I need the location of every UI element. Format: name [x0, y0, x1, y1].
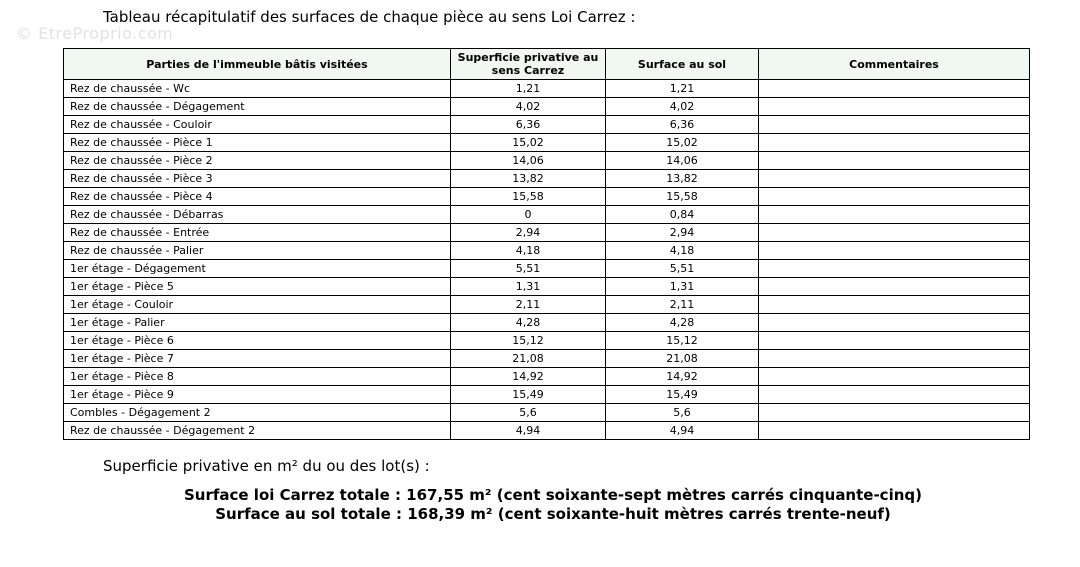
- cell-part: Rez de chaussée - Dégagement 2: [64, 422, 451, 440]
- cell-comment: [759, 98, 1030, 116]
- cell-part: Rez de chaussée - Pièce 3: [64, 170, 451, 188]
- cell-part: 1er étage - Palier: [64, 314, 451, 332]
- table-header-row: [64, 49, 1030, 80]
- cell-part: Rez de chaussée - Débarras: [64, 206, 451, 224]
- cell-comment: [759, 332, 1030, 350]
- cell-sol: 5,6: [606, 404, 759, 422]
- cell-sol: 2,11: [606, 296, 759, 314]
- lot-subtitle: Superficie privative en m² du ou des lot(s) :: [103, 457, 430, 475]
- cell-carrez: 5,6: [451, 404, 606, 422]
- table-row: [64, 134, 1030, 152]
- cell-carrez: 14,92: [451, 368, 606, 386]
- cell-carrez: 6,36: [451, 116, 606, 134]
- cell-comment: [759, 242, 1030, 260]
- cell-sol: 15,12: [606, 332, 759, 350]
- cell-sol: 4,28: [606, 314, 759, 332]
- table-row: [64, 224, 1030, 242]
- cell-part: Combles - Dégagement 2: [64, 404, 451, 422]
- table-row: [64, 404, 1030, 422]
- total-sol: Surface au sol totale : 168,39 m² (cent soixante-huit mètres carrés trente-neuf): [215, 505, 891, 523]
- header-carrez: Superficie privative au sens Carrez: [451, 49, 606, 80]
- total-carrez: Surface loi Carrez totale : 167,55 m² (cent soixante-sept mètres carrés cinquante-cinq): [183, 486, 922, 504]
- watermark: © EtreProprio.com: [16, 24, 174, 43]
- cell-part: Rez de chaussée - Pièce 4: [64, 188, 451, 206]
- cell-carrez: 4,18: [451, 242, 606, 260]
- table-row: [64, 296, 1030, 314]
- cell-carrez: 4,94: [451, 422, 606, 440]
- header-comments: Commentaires: [759, 49, 1030, 80]
- header-sol: Surface au sol: [606, 49, 759, 80]
- cell-comment: [759, 296, 1030, 314]
- cell-part: 1er étage - Couloir: [64, 296, 451, 314]
- cell-part: 1er étage - Pièce 6: [64, 332, 451, 350]
- cell-comment: [759, 260, 1030, 278]
- cell-comment: [759, 350, 1030, 368]
- cell-comment: [759, 422, 1030, 440]
- cell-comment: [759, 170, 1030, 188]
- cell-sol: 5,51: [606, 260, 759, 278]
- cell-comment: [759, 404, 1030, 422]
- cell-sol: 21,08: [606, 350, 759, 368]
- cell-sol: 2,94: [606, 224, 759, 242]
- cell-part: 1er étage - Pièce 5: [64, 278, 451, 296]
- cell-carrez: 15,02: [451, 134, 606, 152]
- cell-part: Rez de chaussée - Couloir: [64, 116, 451, 134]
- cell-carrez: 1,31: [451, 278, 606, 296]
- table-row: [64, 152, 1030, 170]
- cell-carrez: 5,51: [451, 260, 606, 278]
- cell-sol: 14,06: [606, 152, 759, 170]
- table-row: [64, 260, 1030, 278]
- table-row: [64, 314, 1030, 332]
- cell-comment: [759, 386, 1030, 404]
- table-row: [64, 368, 1030, 386]
- table-row: [64, 116, 1030, 134]
- cell-carrez: 13,82: [451, 170, 606, 188]
- cell-carrez: 0: [451, 206, 606, 224]
- cell-sol: 4,18: [606, 242, 759, 260]
- cell-part: Rez de chaussée - Palier: [64, 242, 451, 260]
- cell-part: Rez de chaussée - Wc: [64, 80, 451, 98]
- table-row: [64, 242, 1030, 260]
- cell-part: Rez de chaussée - Dégagement: [64, 98, 451, 116]
- cell-part: 1er étage - Pièce 7: [64, 350, 451, 368]
- cell-sol: 6,36: [606, 116, 759, 134]
- cell-carrez: 2,94: [451, 224, 606, 242]
- cell-carrez: 21,08: [451, 350, 606, 368]
- cell-comment: [759, 80, 1030, 98]
- cell-sol: 1,21: [606, 80, 759, 98]
- cell-sol: 4,02: [606, 98, 759, 116]
- cell-sol: 1,31: [606, 278, 759, 296]
- cell-part: 1er étage - Dégagement: [64, 260, 451, 278]
- cell-carrez: 2,11: [451, 296, 606, 314]
- cell-part: 1er étage - Pièce 9: [64, 386, 451, 404]
- cell-sol: 14,92: [606, 368, 759, 386]
- cell-part: 1er étage - Pièce 8: [64, 368, 451, 386]
- cell-comment: [759, 134, 1030, 152]
- table-row: [64, 80, 1030, 98]
- page-title: Tableau récapitulatif des surfaces de chaque pièce au sens Loi Carrez :: [103, 8, 636, 26]
- cell-comment: [759, 314, 1030, 332]
- cell-part: Rez de chaussée - Pièce 1: [64, 134, 451, 152]
- cell-carrez: 15,49: [451, 386, 606, 404]
- cell-comment: [759, 368, 1030, 386]
- surfaces-table: [63, 48, 1030, 440]
- table-row: [64, 422, 1030, 440]
- table-row: [64, 98, 1030, 116]
- cell-comment: [759, 152, 1030, 170]
- table-row: [64, 170, 1030, 188]
- cell-sol: 4,94: [606, 422, 759, 440]
- cell-part: Rez de chaussée - Pièce 2: [64, 152, 451, 170]
- table-row: [64, 386, 1030, 404]
- cell-comment: [759, 188, 1030, 206]
- cell-sol: 0,84: [606, 206, 759, 224]
- cell-carrez: 14,06: [451, 152, 606, 170]
- cell-carrez: 4,28: [451, 314, 606, 332]
- totals: [63, 486, 1043, 524]
- table-row: [64, 332, 1030, 350]
- cell-comment: [759, 116, 1030, 134]
- table-row: [64, 206, 1030, 224]
- cell-sol: 15,58: [606, 188, 759, 206]
- cell-comment: [759, 278, 1030, 296]
- cell-part: Rez de chaussée - Entrée: [64, 224, 451, 242]
- cell-sol: 13,82: [606, 170, 759, 188]
- cell-carrez: 1,21: [451, 80, 606, 98]
- cell-sol: 15,02: [606, 134, 759, 152]
- header-part: Parties de l'immeuble bâtis visitées: [64, 49, 451, 80]
- cell-comment: [759, 206, 1030, 224]
- cell-comment: [759, 224, 1030, 242]
- table-row: [64, 278, 1030, 296]
- cell-carrez: 15,12: [451, 332, 606, 350]
- cell-carrez: 15,58: [451, 188, 606, 206]
- table-row: [64, 350, 1030, 368]
- table-row: [64, 188, 1030, 206]
- cell-carrez: 4,02: [451, 98, 606, 116]
- cell-sol: 15,49: [606, 386, 759, 404]
